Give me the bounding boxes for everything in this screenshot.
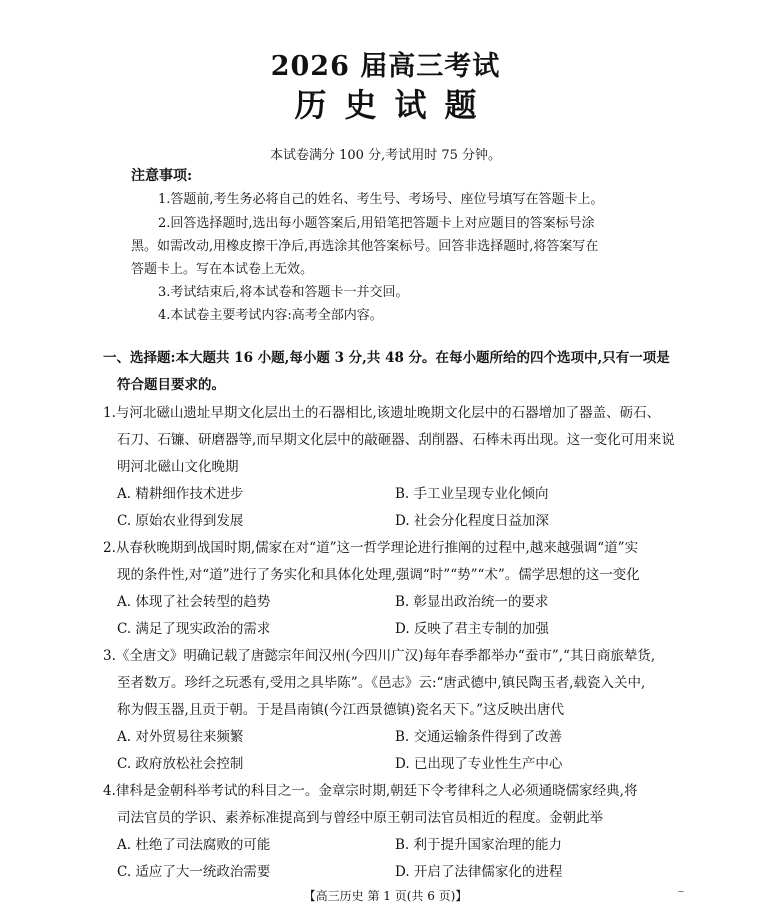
option-b: B. 手工业呈现专业化倾向: [395, 486, 549, 502]
section-heading-cont: 符合题目要求的。: [117, 377, 225, 393]
notice-line: 2.回答选择题时,选出每小题答案后,用铅笔把答题卡上对应题目的答案标号涂: [158, 216, 595, 231]
option-d: D. 开启了法律儒家化的进程: [395, 864, 563, 880]
question-text: 4.律科是金朝科举考试的科目之一。金章宗时期,朝廷下令考律科之人必须通晓儒家经典,将: [103, 783, 638, 799]
option-d: D. 反映了君主专制的加强: [395, 621, 549, 637]
question-text: 3.《全唐文》明确记载了唐懿宗年间汉州(今四川广汉)每年春季都举办“蚕市”,“其日商旅辇货,: [103, 648, 656, 664]
notice-line: 答题卡上。写在本试卷上无效。: [131, 262, 314, 277]
question-text: 现的条件性,对“道”进行了务实化和具体化处理,强调“时”“势”“术”。儒学思想的这一变化: [117, 567, 640, 583]
question-text: 石刀、石镰、研磨器等,而早期文化层中的敲砸器、刮削器、石棒未再出现。这一变化可用来说: [117, 432, 675, 448]
notice-line: 3.考试结束后,将本试卷和答题卡一并交回。: [158, 285, 409, 300]
option-d: D. 社会分化程度日益加深: [395, 513, 549, 529]
question-text: 称为假玉器,且贡于朝。于是昌南镇(今江西景德镇)瓷名天下。”这反映出唐代: [117, 702, 564, 718]
exam-title: 2026 届高三考试: [270, 51, 501, 82]
notice-line: 4.本试卷主要考试内容:高考全部内容。: [158, 308, 383, 323]
question-text: 2.从春秋晚期到战国时期,儒家在对“道”这一哲学理论进行推阐的过程中,越来越强调“道”实: [103, 540, 639, 556]
option-b: B. 交通运输条件得到了改善: [395, 729, 563, 745]
page-footer: 【高三历史 第 1 页(共 6 页)】: [303, 889, 468, 903]
question-text: 司法官员的学识、素养标准提高到与曾经中原王朝司法官员相近的程度。金朝此举: [117, 810, 603, 826]
option-a: A. 体现了社会转型的趋势: [117, 594, 271, 610]
question-text: 明河北磁山文化晚期: [117, 459, 239, 475]
option-c: C. 满足了现实政治的需求: [117, 621, 271, 637]
question-text: 1.与河北磁山遗址早期文化层出土的石器相比,该遗址晚期文化层中的石器增加了器盖、砺石、: [103, 405, 661, 421]
option-c: C. 适应了大一统政治需要: [117, 864, 271, 880]
footer-mark: –: [678, 884, 684, 898]
option-a: A. 杜绝了司法腐败的可能: [117, 837, 271, 853]
option-c: C. 原始农业得到发展: [117, 513, 244, 529]
question-text: 至者数万。珍纤之玩悉有,受用之具毕陈”。《邑志》云:“唐武德中,镇民陶玉者,载瓷入关中,: [117, 675, 646, 691]
section-heading: 一、选择题:本大题共 16 小题,每小题 3 分,共 48 分。在每小题所给的四个选项中,只有一项是: [103, 350, 670, 366]
option-b: B. 利于提升国家治理的能力: [395, 837, 563, 853]
notice-line: 1.答题前,考生务必将自己的姓名、考生号、考场号、座位号填写在答题卡上。: [158, 192, 604, 207]
option-a: A. 精耕细作技术进步: [117, 486, 244, 502]
subject-title: 历史试题: [294, 86, 495, 124]
option-c: C. 政府放松社会控制: [117, 756, 244, 772]
option-b: B. 彰显出政治统一的要求: [395, 594, 549, 610]
notice-heading: 注意事项:: [131, 168, 193, 184]
exam-info: 本试卷满分 100 分,考试用时 75 分钟。: [269, 148, 502, 163]
option-d: D. 已出现了专业性生产中心: [395, 756, 563, 772]
option-a: A. 对外贸易往来频繁: [117, 729, 244, 745]
notice-line: 黑。如需改动,用橡皮擦干净后,再选涂其他答案标号。回答非选择题时,将答案写在: [131, 239, 599, 254]
